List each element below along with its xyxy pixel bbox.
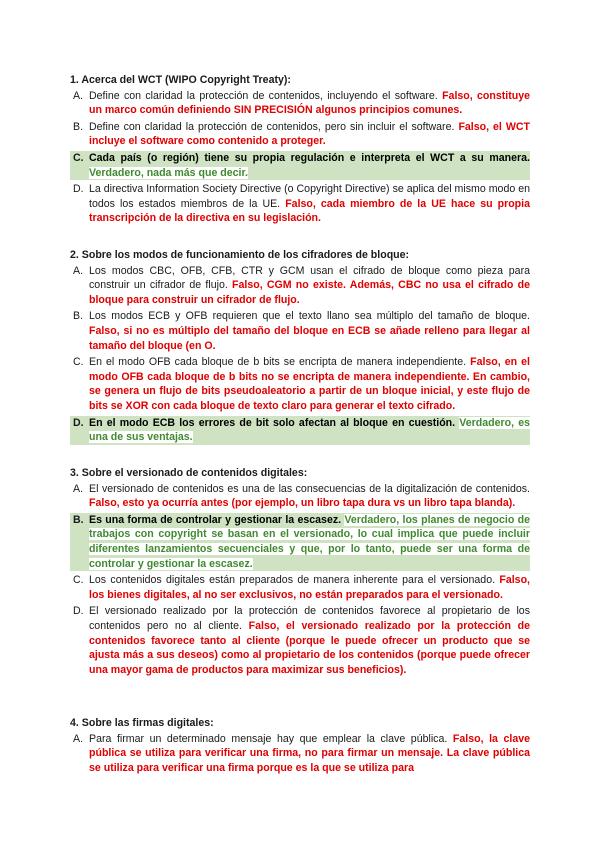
option-explanation: Verdadero, nada más que decir. [89,166,248,179]
option-explanation: Falso, CGM no existe. Además, CBC no usa el cifrado de bloque para construir un cifrador de flujo. [89,279,530,306]
option-b [70,120,530,149]
option-letter: D. [73,605,84,618]
question-title: 3. Sobre el versionado de contenidos digitales: [70,467,308,479]
question-1 [70,73,530,228]
question-title: 1. Acerca del WCT (WIPO Copyright Treaty): [70,74,291,86]
option-letter: A. [73,264,84,277]
option-explanation: Falso, esto ya ocurría antes (por ejemplo, un libro tapa dura vs un libro tapa blanda). [89,497,516,510]
option-letter: A. [73,89,84,102]
option-letter: C. [73,151,84,164]
option-letter: B. [73,120,84,133]
option-statement: Define con claridad la protección de contenidos, pero sin incluir el software. [89,120,455,133]
option-statement: Los contenidos digitales están preparados de manera inherente para el versionado. [89,574,496,587]
option-explanation: Falso, la clave pública se utiliza para verificar una firma, no para firmar un mensaje. La clave pública se utiliza para verificar una firma porque es la que se utiliza para [89,732,530,774]
option-d [70,604,530,677]
option-statement: La directiva Information Society Directive (o Copyright Directive) se aplica del mismo modo en todos los estados miembros de la UE. [89,183,530,210]
option-explanation: Verdadero, los planes de negocio de trabajos con copyright se basan en el versionado, lo cual implica que puede incluir diferentes lanzamientos secuenciales y que, por lo tanto, puede ser una forma de controlar y gestionar la escasez. [89,513,530,570]
question-2 [70,248,530,447]
option-statement: El versionado de contenidos es una de las consecuencias de la digitalización de contenidos. [89,482,530,495]
option-statement: Los modos ECB y OFB requieren que el texto llano sea múltiplo del tamaño de bloque. [89,310,530,323]
option-explanation: Falso, si no es múltiplo del tamaño del bloque en ECB se añade relleno para llegar al tamaño del bloque (en O. [89,324,530,352]
option-statement: Los modos CBC, OFB, CFB, CTR y GCM usan el cifrado de bloque como pieza para construir un cifrador de flujo. [89,264,530,292]
option-a [70,264,530,308]
option-explanation: Falso, cada miembro de la UE hace su propia transcripción de la directiva en su legislación. [89,197,530,225]
option-d [70,182,530,226]
option-b [70,309,530,353]
option-b-correct [70,513,530,571]
question-title: 2. Sobre los modos de funcionamiento de los cifradores de bloque: [70,249,410,261]
option-a [70,89,530,118]
option-statement: Define con claridad la protección de contenidos, incluyendo el software. [89,89,438,102]
option-statement: Es una forma de controlar y gestionar la escasez. [89,513,342,526]
option-explanation: Falso, el WCT incluye el software como contenido a proteger. [89,120,530,148]
option-letter: C. [73,356,84,369]
question-4 [70,716,530,777]
question-3 [70,466,530,679]
option-letter: A. [73,482,84,495]
option-letter: D. [73,416,84,429]
option-a [70,732,530,776]
option-explanation: Falso, el versionado realizado por la protección de contenidos favorece tanto al cliente (porque le puede ofrecer un producto que se ajusta más a sus deseos) como al propietario de los contenidos (porque puede ofrecer una mayor gama de productos para maximizar sus beneficios). [89,619,530,676]
option-a [70,482,530,511]
option-statement: En el modo ECB los errores de bit solo afectan al bloque en cuestión. [89,416,456,429]
option-statement: En el modo OFB cada bloque de b bits se encripta de manera independiente. [89,356,467,369]
option-letter: A. [73,732,84,745]
question-title: 4. Sobre las firmas digitales: [70,717,214,729]
option-c [70,573,530,602]
option-statement: Para firmar un determinado mensaje hay que emplear la clave pública. [89,732,448,745]
option-letter: B. [73,513,84,526]
option-c-correct [70,151,530,180]
option-c [70,355,530,413]
option-explanation: Falso, constituye un marco común definiendo SIN PRECISIÓN algunos principios comunes. [89,89,530,117]
option-explanation: Falso, los bienes digitales, al no ser exclusivos, no están preparados para el versionado. [89,574,530,601]
option-letter: D. [73,183,84,196]
option-letter: B. [73,310,84,323]
option-explanation: Verdadero, es una de sus ventajas. [89,416,530,444]
option-explanation: Falso, en el modo OFB cada bloque de b bits no se encripta de manera independiente. En cambio, se genera un flujo de bits pseudoaleatorio a partir de un bloque inicial, y este flujo de bits se XOR con cada bloque de texto claro para generar el texto cifrado. [89,356,531,412]
option-statement: El versionado realizado por la protección de contenidos favorece al propietario de los contenidos pero no al cliente. [89,605,530,632]
option-letter: C. [73,574,84,587]
option-d-correct [70,416,530,445]
option-statement: Cada país (o región) tiene su propia regulación e interpreta el WCT a su manera. [89,151,530,164]
